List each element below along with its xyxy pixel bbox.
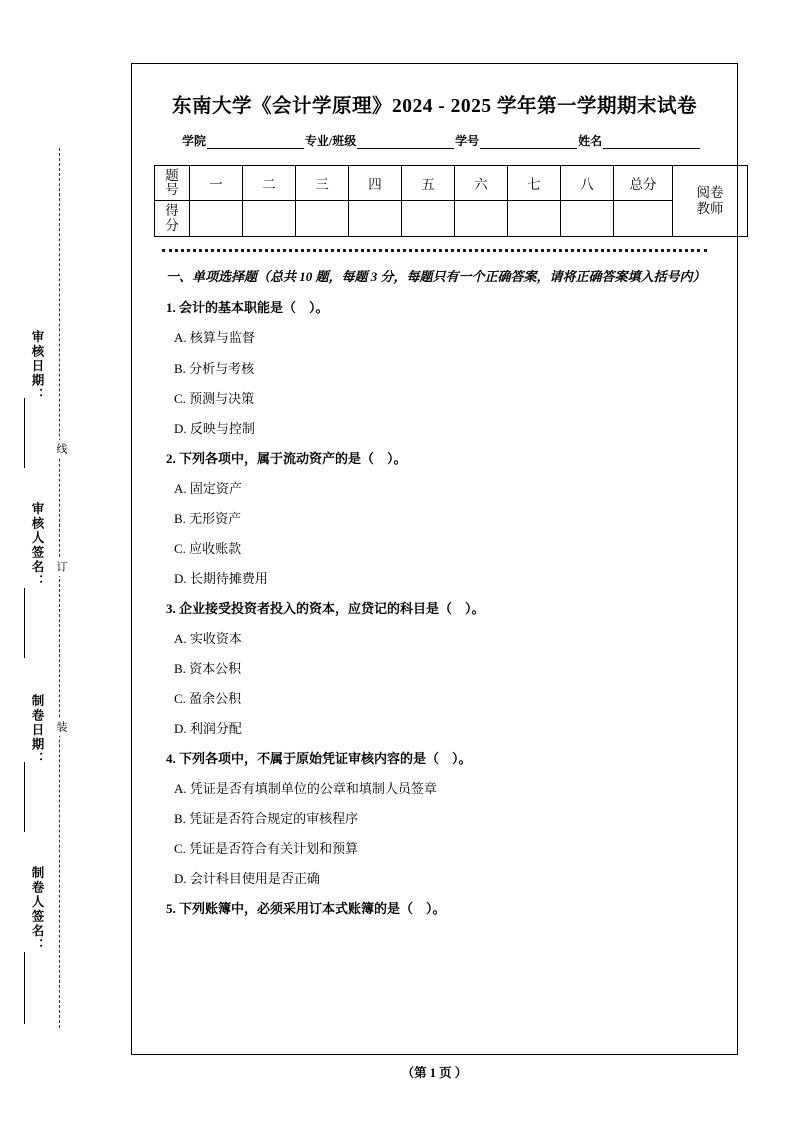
score-col-7: 七 <box>508 166 561 201</box>
table-row-scores <box>155 201 748 236</box>
margin-rule-4 <box>24 952 25 1024</box>
question-2-option-a[interactable]: A. 固定资产 <box>174 480 242 496</box>
score-value-total[interactable] <box>614 201 673 236</box>
score-table-header-score: 得 分 <box>155 201 190 236</box>
field-input-college[interactable] <box>207 135 304 149</box>
exam-body <box>154 252 715 920</box>
score-value-3[interactable] <box>296 201 349 236</box>
question-4-option-d[interactable]: D. 会计科目使用是否正确 <box>174 871 320 887</box>
question-2-text: 2. 下列各项中，属于流动资产的是（ ）。 <box>166 450 407 466</box>
question-1-option-b[interactable]: B. 分析与考核 <box>174 360 255 376</box>
score-value-7[interactable] <box>508 201 561 236</box>
margin-rule-1 <box>24 398 25 468</box>
field-input-student-id[interactable] <box>480 135 577 149</box>
field-label-student-id: 学号 <box>455 134 480 148</box>
score-col-3: 三 <box>296 166 349 201</box>
score-col-2: 二 <box>243 166 296 201</box>
section-heading-multiple-choice: 一、单项选择题（总共 10 题，每题 3 分，每题只有一个正确答案，请将正确答案填入括号内） <box>166 268 706 284</box>
question-1-option-a[interactable]: A. 核算与监督 <box>174 330 255 346</box>
question-4-option-a[interactable]: A. 凭证是否有填制单位的公章和填制人员签章 <box>174 781 437 797</box>
table-row-question-numbers <box>155 166 748 201</box>
exam-paper-sheet <box>131 63 738 1055</box>
question-3-option-a[interactable]: A. 实收资本 <box>174 630 242 646</box>
score-value-8[interactable] <box>561 201 614 236</box>
score-value-4[interactable] <box>349 201 402 236</box>
seal-dashed-line <box>59 148 60 1028</box>
field-label-name: 姓名 <box>578 134 603 148</box>
score-value-1[interactable] <box>190 201 243 236</box>
question-3-option-d[interactable]: D. 利润分配 <box>174 721 242 737</box>
question-1-option-c[interactable]: C. 预测与决策 <box>174 390 255 406</box>
question-1-option-d[interactable]: D. 反映与控制 <box>174 420 255 436</box>
question-4-option-c[interactable]: C. 凭证是否符合有关计划和预算 <box>174 841 359 857</box>
field-label-college: 学院 <box>182 134 207 148</box>
score-value-6[interactable] <box>455 201 508 236</box>
score-table <box>154 165 748 237</box>
margin-label-printer-signature: 制卷人签名： <box>30 866 44 953</box>
margin-rule-3 <box>24 762 25 832</box>
score-value-2[interactable] <box>243 201 296 236</box>
question-5-text: 5. 下列账簿中，必须采用订本式账簿的是（ ）。 <box>166 901 446 917</box>
question-1-text: 1. 会计的基本职能是（ ）。 <box>166 300 329 316</box>
question-2-option-b[interactable]: B. 无形资产 <box>174 510 242 526</box>
score-col-grading-teacher: 阅卷 教师 <box>673 166 748 237</box>
score-col-total: 总分 <box>614 166 673 201</box>
page-title: 东南大学《会计学原理》2024 - 2025 学年第一学期期末试卷 <box>171 96 698 117</box>
score-col-1: 一 <box>190 166 243 201</box>
margin-label-audit-date: 审核日期： <box>30 330 44 403</box>
score-col-8: 八 <box>561 166 614 201</box>
score-value-5[interactable] <box>402 201 455 236</box>
margin-label-auditor-signature: 审核人签名： <box>30 502 44 589</box>
student-info-row <box>154 132 715 149</box>
seal-mark-seal: 装 <box>53 718 69 736</box>
score-col-6: 六 <box>455 166 508 201</box>
question-4-text: 4. 下列各项中，不属于原始凭证审核内容的是（ ）。 <box>166 751 472 767</box>
score-col-4: 四 <box>349 166 402 201</box>
field-label-major-class: 专业/班级 <box>304 134 357 148</box>
field-input-name[interactable] <box>603 135 700 149</box>
margin-rule-2 <box>24 588 25 658</box>
seal-mark-bind: 订 <box>53 558 69 576</box>
question-2-option-c[interactable]: C. 应收账款 <box>174 540 242 556</box>
question-3-text: 3. 企业接受投资者投入的资本，应贷记的科目是（ ）。 <box>166 600 485 616</box>
question-3-option-c[interactable]: C. 盈余公积 <box>174 691 242 707</box>
page-footer: （第 1 页 ） <box>401 1066 468 1080</box>
question-2-option-d[interactable]: D. 长期待摊费用 <box>174 570 268 586</box>
score-table-header-question: 题 号 <box>155 166 190 201</box>
score-col-5: 五 <box>402 166 455 201</box>
seal-mark-line: 线 <box>53 440 69 458</box>
margin-label-print-date: 制卷日期： <box>30 694 44 767</box>
question-3-option-b[interactable]: B. 资本公积 <box>174 661 242 676</box>
field-input-major-class[interactable] <box>357 135 454 149</box>
left-margin-annotations <box>0 0 130 1122</box>
question-4-option-b[interactable]: B. 凭证是否符合规定的审核程序 <box>174 811 359 827</box>
